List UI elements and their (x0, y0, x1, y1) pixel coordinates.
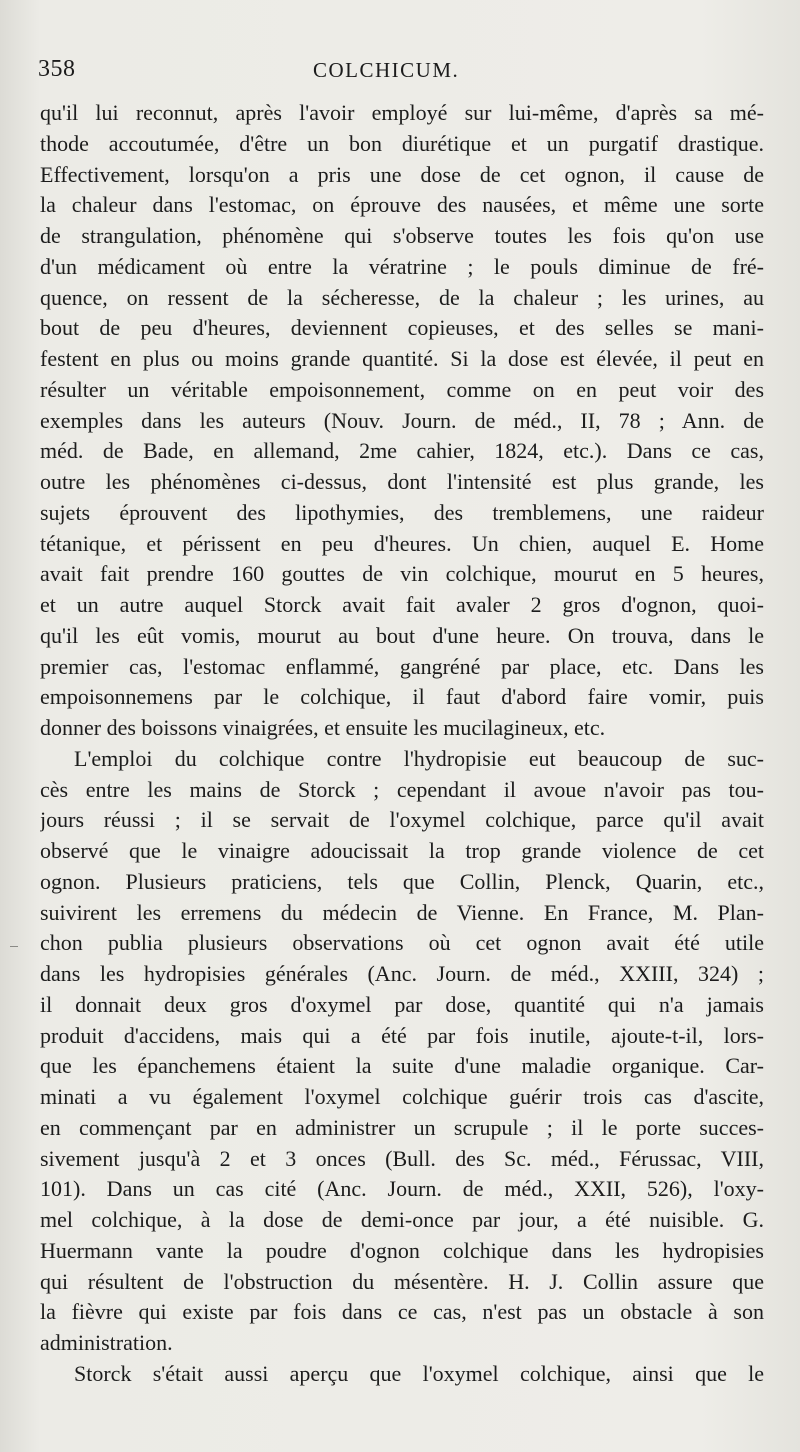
text-line: quence, on ressent de la sécheresse, de la chaleur ; les urines, au (40, 284, 764, 310)
text-line: et un autre auquel Storck avait fait avaler 2 gros d'ognon, quoi- (40, 592, 764, 617)
text-line: Effectivement, lorsqu'on a pris une dose de cet ognon, il cause de (40, 161, 764, 187)
text-line: la chaleur dans l'estomac, on éprouve des nausées, et même une sorte (40, 192, 764, 218)
running-head: COLCHICUM. (313, 58, 460, 82)
text-line: exemples dans les auteurs (Nouv. Journ. de méd., II, 78 ; Ann. de (40, 407, 764, 433)
text-line: mel colchique, à la dose de demi-once par jour, a été nuisible. G. (40, 1207, 764, 1232)
text-line: Huermann vante la poudre d'ognon colchique dans les hydropisies (40, 1237, 764, 1263)
text-line: méd. de Bade, en allemand, 2me cahier, 1824, etc.). Dans ce cas, (40, 438, 764, 464)
text-line: avait fait prendre 160 gouttes de vin colchique, mourut en 5 heures, (40, 561, 764, 587)
text-line: résulter un véritable empoisonnement, comme on en peut voir des (40, 376, 764, 402)
text-line: bout de peu d'heures, deviennent copieuses, et des selles se mani- (40, 315, 764, 341)
text-line: cès entre les mains de Storck ; cependant il avoue n'avoir pas tou- (40, 776, 764, 802)
text-line: chon publia plusieurs observations où cet ognon avait été utile (40, 930, 764, 956)
text-line: jours réussi ; il se servait de l'oxymel colchique, parce qu'il avait (40, 807, 764, 833)
text-line: outre les phénomènes ci-dessus, dont l'intensité est plus grande, les (40, 469, 764, 494)
text-line: dans les hydropisies générales (Anc. Journ. de méd., XXIII, 324) ; (40, 961, 764, 986)
text-line: en commençant par en administrer un scrupule ; il le porte succes- (40, 1114, 764, 1140)
text-line: empoisonnemens par le colchique, il faut d'abord faire vomir, puis (40, 684, 764, 710)
text-line: la fièvre qui existe par fois dans ce cas, n'est pas un obstacle à son (40, 1299, 764, 1325)
text-line: qu'il les eût vomis, mourut au bout d'une heure. On trouva, dans le (40, 622, 764, 648)
text-line: donner des boissons vinaigrées, et ensuite les mucilagineux, etc. (40, 715, 606, 740)
text-line: festent en plus ou moins grande quantité. Si la dose est élevée, il peut en (40, 346, 764, 371)
text-line: que les épanchemens étaient la suite d'une maladie organique. Car- (40, 1053, 764, 1079)
text-line: sujets éprouvent des lipothymies, des tremblemens, une raideur (40, 499, 764, 525)
text-line: administration. (40, 1330, 173, 1355)
page-header (38, 56, 778, 92)
text-line: d'un médicament où entre la vératrine ; le pouls diminue de fré- (40, 253, 764, 279)
text-line: de strangulation, phénomène qui s'observe toutes les fois qu'on use (40, 223, 764, 248)
text-line: il donnait deux gros d'oxymel par dose, quantité qui n'a jamais (40, 991, 764, 1017)
text-line: sivement jusqu'à 2 et 3 onces (Bull. des Sc. méd., Férussac, VIII, (40, 1145, 764, 1171)
text-line: ognon. Plusieurs praticiens, tels que Collin, Plenck, Quarin, etc., (40, 868, 764, 894)
text-line: suivirent les erremens du médecin de Vienne. En France, M. Plan- (40, 899, 764, 925)
text-line: 101). Dans un cas cité (Anc. Journ. de méd., XXII, 526), l'oxy- (40, 1176, 764, 1202)
margin-mark (10, 946, 18, 947)
text-line: qu'il lui reconnut, après l'avoir employé sur lui-même, d'après sa mé- (40, 100, 764, 125)
paragraph-start-line: Storck s'était aussi aperçu que l'oxymel colchique, ainsi que le (74, 1360, 764, 1386)
page-number: 358 (38, 56, 76, 82)
text-line: minati a vu également l'oxymel colchique guérir trois cas d'ascite, (40, 1084, 764, 1109)
text-line: qui résultent de l'obstruction du mésentère. H. J. Collin assure que (40, 1268, 764, 1294)
text-line: premier cas, l'estomac enflammé, gangréné par place, etc. Dans les (40, 653, 764, 679)
paragraph-start-line: L'emploi du colchique contre l'hydropisie eut beaucoup de suc- (74, 745, 764, 771)
body-text (40, 98, 764, 1390)
text-line: tétanique, et périssent en peu d'heures. Un chien, auquel E. Home (40, 530, 764, 556)
text-line: observé que le vinaigre adoucissait la trop grande violence de cet (40, 838, 764, 863)
text-line: produit d'accidens, mais qui a été par fois inutile, ajoute-t-il, lors- (40, 1022, 764, 1048)
text-line: thode accoutumée, d'être un bon diurétique et un purgatif drastique. (40, 130, 764, 156)
